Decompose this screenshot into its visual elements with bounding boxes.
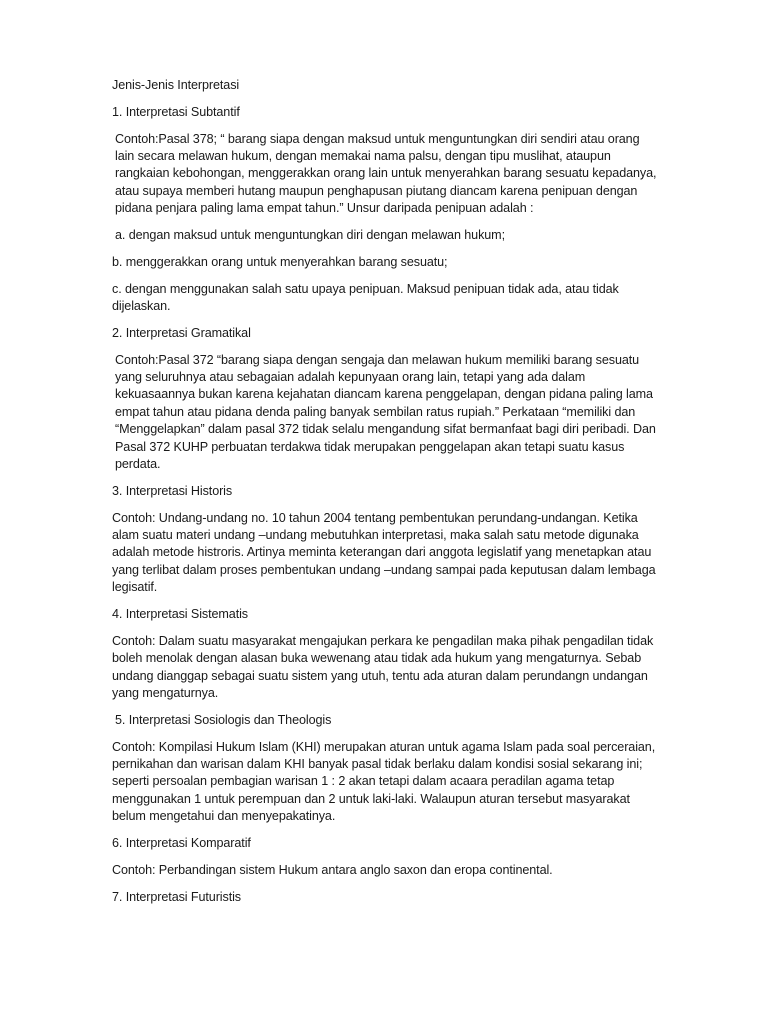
section-heading: 2. Interpretasi Gramatikal <box>112 325 251 340</box>
list-item: b. menggerakkan orang untuk menyerahkan barang sesuatu; <box>112 254 448 269</box>
section-heading: 7. Interpretasi Futuristis <box>112 889 241 904</box>
section-heading: 3. Interpretasi Historis <box>112 483 233 498</box>
section-paragraph: Contoh: Dalam suatu masyarakat mengajukan perkara ke pengadilan maka pihak pengadilan tidak boleh menolak dengan alasan buka wewenang atau tidak ada hukum yang mengaturnya. Sebab undang dianggap sebagai suatu sistem yang utuh, tentu ada aturan dalam perundangn undangan yang mengaturnya. <box>112 633 654 701</box>
list-item: c. dengan menggunakan salah satu upaya penipuan. Maksud penipuan tidak ada, atau tidak dijelaskan. <box>112 281 619 314</box>
section-paragraph: Contoh:Pasal 372 “barang siapa dengan sengaja dan melawan hukum memiliki barang sesuatu yang seluruhnya atau sebagaian adalah kepunyaan orang lain, tetapi yang ada dalam kekuasaannya bukan karena kejahatan diancam karena penggelapan, dengan pidana paling lama empat tahun atau pidana denda paling banyak sembilan ratus rupiah.” Perkataan “memiliki dan “Menggelapkan” dalam pasal 372 tidak selalu mengandung sifat bermanfaat bagi diri peribadi. Dan Pasal 372 KUHP perbuatan terdakwa tidak merupakan penggelapan akan tetapi suatu kasus perdata. <box>115 352 656 472</box>
section-heading: 4. Interpretasi Sistematis <box>112 607 248 622</box>
document-body <box>112 77 660 915</box>
section-paragraph: Contoh: Kompilasi Hukum Islam (KHI) merupakan aturan untuk agama Islam pada soal perceraian, pernikahan dan warisan dalam KHI banyak pasal tidak berlaku dalam kondisi sosial sekarang ini; seperti persoalan pembagian warisan 1 : 2 akan tetapi dalam acaara peradilan agama tetap menggunakan 1 untuk perempuan dan 2 untuk laki-laki. Walaupun aturan tersebut masyarakat belum mengetahui dan menyepakatinya. <box>112 739 656 824</box>
section-paragraph: Contoh:Pasal 378; “ barang siapa dengan maksud untuk menguntungkan diri sendiri atau orang lain secara melawan hukum, dengan memakai nama palsu, dengan tipu muslihat, ataupun rangkaian kebohongan, menggerakkan orang lain untuk menyerahkan barang sesuatu kepadanya, atau supaya memberi hutang maupun penghapusan piutang diancam karena penipuan dengan pidana penjara paling lama empat tahun.” Unsur daripada penipuan adalah : <box>115 131 657 216</box>
list-item: a. dengan maksud untuk menguntungkan diri dengan melawan hukum; <box>115 228 505 243</box>
section-heading: 6. Interpretasi Komparatif <box>112 836 251 851</box>
section-paragraph: Contoh: Perbandingan sistem Hukum antara anglo saxon dan eropa continental. <box>112 862 553 877</box>
section-paragraph: Contoh: Undang-undang no. 10 tahun 2004 tentang pembentukan perundang-undangan. Ketika alam suatu materi undang –undang mebutuhkan interpretasi, maka salah satu metode digunaka adalah metode histroris. Artinya meminta keterangan dari anggota legislatif yang menetapkan atau yang terlibat dalam proses pembentukan undang –undang sampai pada keputusan dalam lembaga legisatif. <box>112 510 656 595</box>
section-heading: 5. Interpretasi Sosiologis dan Theologis <box>115 712 332 727</box>
document-title: Jenis-Jenis Interpretasi <box>112 78 240 92</box>
section-heading: 1. Interpretasi Subtantif <box>112 104 240 119</box>
